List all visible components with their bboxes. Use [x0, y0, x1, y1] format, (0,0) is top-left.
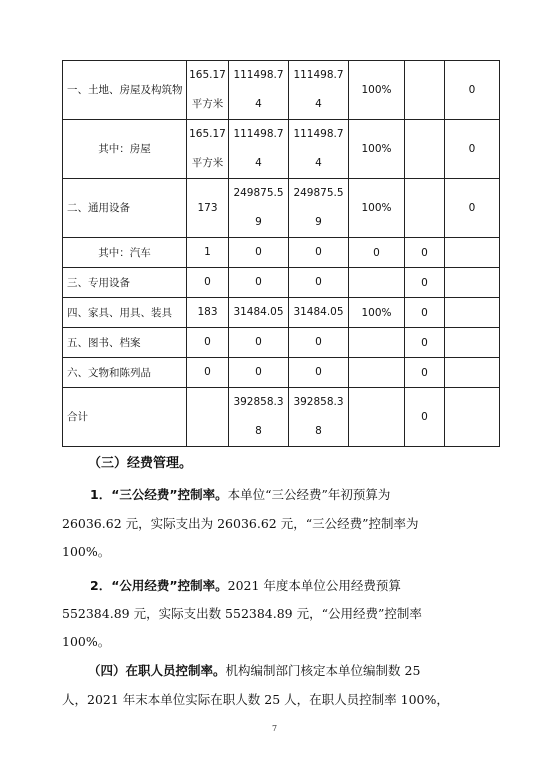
asset-category-cell: 六、文物和陈列品 — [63, 358, 187, 388]
cell-text: 0 — [255, 366, 262, 378]
extra-cell: 0 — [405, 298, 445, 328]
cell-text: 平方米 — [191, 98, 224, 110]
table-row — [63, 61, 500, 120]
cell-text: 0 — [204, 276, 211, 288]
asset-table — [62, 60, 500, 447]
cell-text: 4 — [255, 157, 262, 169]
quantity-cell — [187, 388, 229, 447]
extra-cell: 0 — [405, 328, 445, 358]
cell-text: 9 — [315, 216, 322, 228]
quantity-cell — [187, 120, 229, 179]
cell-text: 249875.5 — [233, 187, 284, 199]
book-value-cell — [229, 238, 289, 268]
rate-cell: 0 — [349, 238, 405, 268]
asset-category-cell: 二、通用设备 — [63, 179, 187, 238]
extra-cell — [405, 61, 445, 120]
cell-text: 0 — [255, 276, 262, 288]
table-row — [63, 120, 500, 179]
cell-text: 0 — [255, 336, 262, 348]
cell-text: 165.17 — [189, 128, 226, 140]
section4-line-2: 人，2021 年末本单位实际在职人数 25 人，在职人员控制率 100%， — [62, 692, 449, 707]
cell-text: 4 — [315, 157, 322, 169]
table-row — [63, 179, 500, 238]
quantity-cell — [187, 179, 229, 238]
cell-text: 9 — [255, 216, 262, 228]
paragraph-1-title: 1．“三公经费”控制率。 — [90, 487, 228, 502]
cell-text: 111498.7 — [293, 128, 344, 140]
quantity-cell — [187, 328, 229, 358]
idle-cell — [445, 298, 500, 328]
book-value-cell — [229, 298, 289, 328]
actual-value-cell — [289, 268, 349, 298]
cell-text: 0 — [315, 246, 322, 258]
quantity-cell — [187, 238, 229, 268]
idle-cell: 0 — [445, 61, 500, 120]
cell-text: 0 — [315, 276, 322, 288]
rate-cell: 100% — [349, 179, 405, 238]
cell-text: 0 — [204, 336, 211, 348]
actual-value-cell — [289, 358, 349, 388]
cell-text: 392858.3 — [233, 396, 284, 408]
table-row — [63, 388, 500, 447]
book-value-cell — [229, 358, 289, 388]
section3-heading: （三）经费管理。 — [88, 456, 193, 471]
cell-text: 31484.05 — [293, 306, 344, 318]
cell-text: 0 — [204, 366, 211, 378]
rate-cell — [349, 268, 405, 298]
table-row — [63, 328, 500, 358]
cell-text: 0 — [315, 366, 322, 378]
rate-cell: 100% — [349, 298, 405, 328]
paragraph-1-line-1: 1．“三公经费”控制率。本单位“三公经费”年初预算为 — [90, 487, 391, 502]
quantity-cell — [187, 61, 229, 120]
cell-text: 4 — [255, 98, 262, 110]
table-row — [63, 268, 500, 298]
cell-text: 0 — [315, 336, 322, 348]
cell-text: 111498.7 — [233, 69, 284, 81]
budget-text — [62, 452, 496, 712]
cell-text: 111498.7 — [293, 69, 344, 81]
cell-text: 392858.3 — [293, 396, 344, 408]
book-value-cell — [229, 61, 289, 120]
cell-text: 1 — [204, 246, 211, 258]
extra-cell: 0 — [405, 238, 445, 268]
asset-category-cell: 一、土地、房屋及构筑物 — [63, 61, 187, 120]
cell-text: 183 — [197, 306, 218, 318]
book-value-cell — [229, 179, 289, 238]
cell-text: 173 — [197, 201, 218, 214]
rate-cell: 100% — [349, 61, 405, 120]
paragraph-2-line-3: 100%。 — [62, 634, 111, 649]
quantity-cell — [187, 358, 229, 388]
book-value-cell — [229, 388, 289, 447]
quantity-cell — [187, 298, 229, 328]
idle-cell — [445, 238, 500, 268]
actual-value-cell — [289, 120, 349, 179]
rate-cell — [349, 328, 405, 358]
asset-category-cell: 三、专用设备 — [63, 268, 187, 298]
table-row — [63, 238, 500, 268]
actual-value-cell — [289, 328, 349, 358]
extra-cell: 0 — [405, 268, 445, 298]
paragraph-2-line-2: 552384.89 元，实际支出数 552384.89 元，“公用经费”控制率 — [62, 606, 422, 621]
asset-category-cell: 合计 — [63, 388, 187, 447]
asset-category-cell: 四、家具、用具、装具 — [63, 298, 187, 328]
cell-text: 31484.05 — [233, 306, 284, 318]
book-value-cell — [229, 268, 289, 298]
table-row — [63, 298, 500, 328]
extra-cell — [405, 120, 445, 179]
cell-text: 249875.5 — [293, 187, 344, 199]
idle-cell — [445, 268, 500, 298]
actual-value-cell — [289, 298, 349, 328]
section4-title: （四）在职人员控制率。 — [88, 663, 226, 678]
cell-text: 4 — [315, 98, 322, 110]
extra-cell: 0 — [405, 358, 445, 388]
section4-line-1: （四）在职人员控制率。机构编制部门核定本单位编制数 25 — [88, 663, 421, 678]
cell-text: 平方米 — [191, 157, 224, 169]
actual-value-cell — [289, 61, 349, 120]
asset-category-cell: 五、图书、档案 — [63, 328, 187, 358]
asset-category-cell: 其中：汽车 — [63, 238, 187, 268]
asset-table-body — [63, 61, 500, 447]
cell-text: 8 — [315, 425, 322, 437]
cell-text: 165.17 — [189, 69, 226, 81]
rate-cell — [349, 388, 405, 447]
idle-cell: 0 — [445, 120, 500, 179]
actual-value-cell — [289, 179, 349, 238]
paragraph-1-line-3: 100%。 — [62, 544, 111, 559]
extra-cell — [405, 179, 445, 238]
book-value-cell — [229, 120, 289, 179]
paragraph-2-title: 2．“公用经费”控制率。 — [90, 578, 228, 593]
rate-cell: 100% — [349, 120, 405, 179]
cell-text: 0 — [255, 246, 262, 258]
paragraph-1-line-2: 26036.62 元，实际支出为 26036.62 元，“三公经费”控制率为 — [62, 516, 419, 531]
book-value-cell — [229, 328, 289, 358]
cell-text: 111498.7 — [233, 128, 284, 140]
paragraph-2-line-1: 2．“公用经费”控制率。2021 年度本单位公用经费预算 — [90, 578, 401, 593]
cell-text: 8 — [255, 425, 262, 437]
idle-cell — [445, 358, 500, 388]
quantity-cell — [187, 268, 229, 298]
rate-cell — [349, 358, 405, 388]
asset-category-cell: 其中：房屋 — [63, 120, 187, 179]
actual-value-cell — [289, 388, 349, 447]
idle-cell: 0 — [445, 179, 500, 238]
idle-cell — [445, 328, 500, 358]
table-row — [63, 358, 500, 388]
extra-cell: 0 — [405, 388, 445, 447]
actual-value-cell — [289, 238, 349, 268]
page-number: 7 — [271, 724, 278, 733]
idle-cell — [445, 388, 500, 447]
